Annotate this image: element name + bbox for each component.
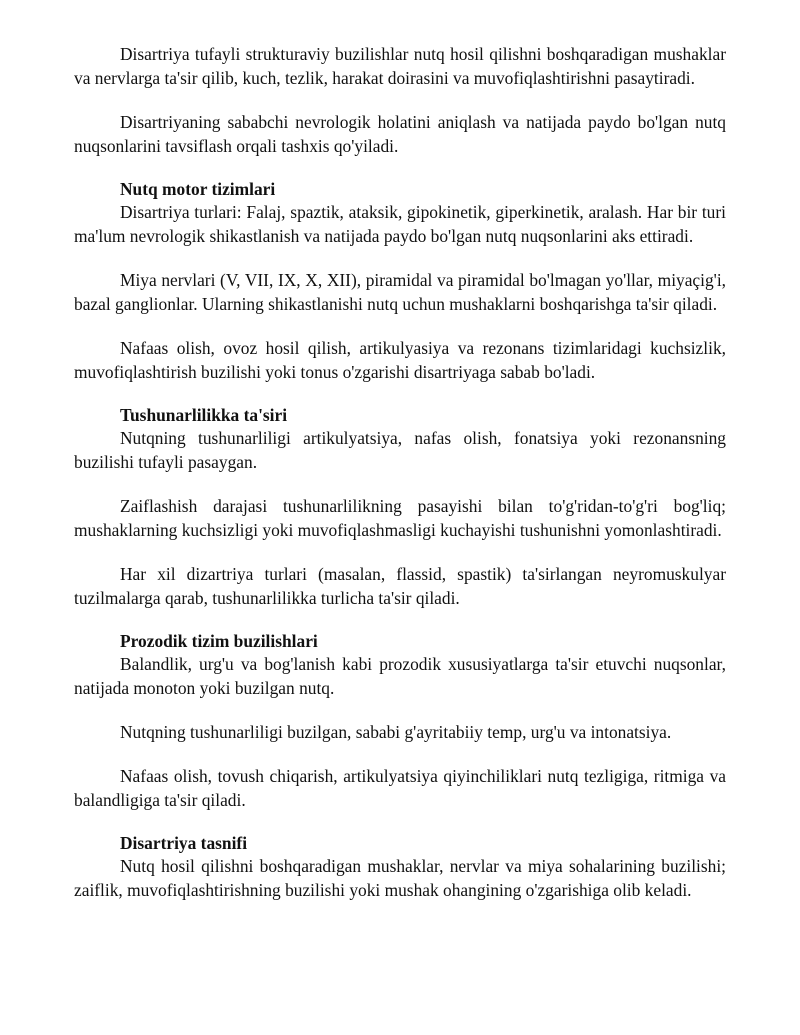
section-paragraph: Zaiflashish darajasi tushunarlilikning pasayishi bilan to'g'ridan-to'g'ri bog'liq; mushaklarning kuchsizligi yoki muvofiqlashmasligi kuchayishi tushunishni yomonlashtiradi.: [74, 496, 726, 540]
section-paragraph: Disartriya turlari: Falaj, spaztik, ataksik, gipokinetik, giperkinetik, aralash. Har bir turi ma'lum nevrologik shikastlanish va natijada paydo bo'lgan nutq nuqsonlarini aks ettiradi.: [74, 202, 726, 246]
section-heading: Disartriya tasnifi: [120, 833, 248, 853]
section-heading: Prozodik tizim buzilishlari: [120, 631, 318, 651]
section-heading: Tushunarlilikka ta'siri: [120, 405, 288, 425]
section-disartriya-tasnifi: [74, 832, 726, 902]
section-paragraph: Nafaas olish, ovoz hosil qilish, artikulyasiya va rezonans tizimlaridagi kuchsizlik, muvofiqlashtirish buzilishi yoki tonus o'zgarishi disartriyaga sabab bo'ladi.: [74, 338, 726, 382]
section-tushunarlilikka-tasiri: [74, 404, 726, 610]
section-paragraph: Miya nervlari (V, VII, IX, X, XII), piramidal va piramidal bo'lmagan yo'llar, miyaçig'i, bazal ganglionlar. Ularning shikastlanishi nutq uchun mushaklarni boshqarishga ta'sir qiladi.: [74, 270, 726, 314]
section-paragraph: Nutq hosil qilishni boshqaradigan mushaklar, nervlar va miya sohalarining buzilishi; zaiflik, muvofiqlashtirishning buzilishi yoki mushak ohangining o'zgarishiga olib keladi.: [74, 856, 726, 900]
intro-paragraph-1: Disartriya tufayli strukturaviy buzilishlar nutq hosil qilishni boshqaradigan mushaklar va nervlarga ta'sir qilib, kuch, tezlik, harakat doirasini va muvofiqlashtirishni pasaytiradi.: [74, 44, 726, 88]
intro-paragraph-2: Disartriyaning sababchi nevrologik holatini aniqlash va natijada paydo bo'lgan nutq nuqsonlarini tavsiflash orqali tashxis qo'yiladi.: [74, 112, 726, 156]
section-paragraph: Nutqning tushunarliligi artikulyatsiya, nafas olish, fonatsiya yoki rezonansning buzilishi tufayli pasaygan.: [74, 428, 726, 472]
section-heading: Nutq motor tizimlari: [120, 179, 276, 199]
section-paragraph: Nafaas olish, tovush chiqarish, artikulyatsiya qiyinchiliklari nutq tezligiga, ritmiga va balandligiga ta'sir qiladi.: [74, 766, 726, 810]
section-paragraph: Har xil dizartriya turlari (masalan, flassid, spastik) ta'sirlangan neyromuskulyar tuzilmalarga qarab, tushunarlilikka turlicha ta'sir qiladi.: [74, 564, 726, 608]
section-prozodik-tizim-buzilishlari: [74, 630, 726, 812]
section-nutq-motor-tizimlari: [74, 178, 726, 384]
section-paragraph: Nutqning tushunarliligi buzilgan, sababi g'ayritabiiy temp, urg'u va intonatsiya.: [120, 722, 672, 742]
section-paragraph: Balandlik, urg'u va bog'lanish kabi prozodik xususiyatlarga ta'sir etuvchi nuqsonlar, natijada monoton yoki buzilgan nutq.: [74, 654, 726, 698]
